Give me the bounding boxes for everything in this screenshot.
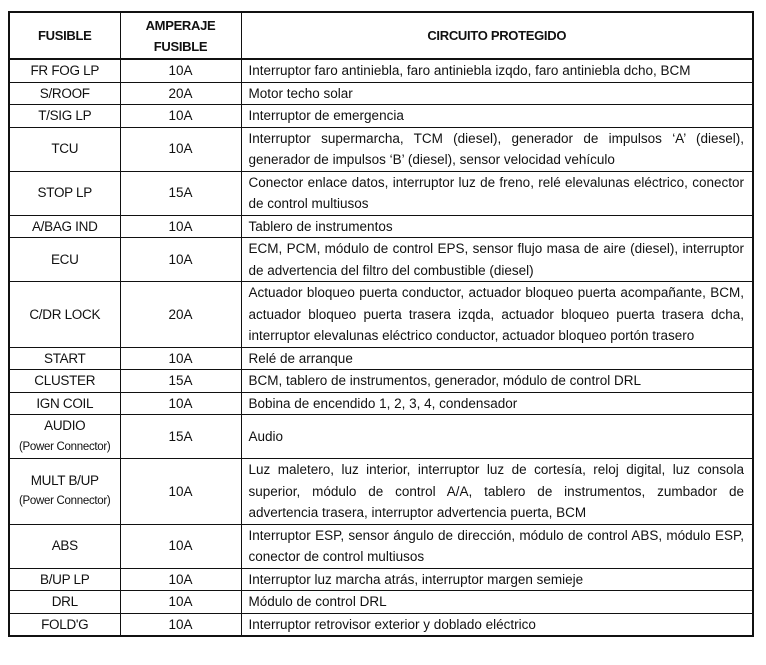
circuit-cell: Interruptor ESP, sensor ángulo de dirección, módulo de control ABS, módulo ESP, conector de control multiusos [241, 524, 753, 568]
table-row [9, 82, 753, 105]
header-amperage-line1: AMPERAJE [145, 17, 216, 33]
table-row [9, 238, 753, 282]
table-row [9, 215, 753, 238]
table-row [9, 459, 753, 525]
circuit-cell: Interruptor faro antiniebla, faro antiniebla izqdo, faro antiniebla dcho, BCM [241, 59, 753, 82]
circuit-cell: Interruptor luz marcha atrás, interruptor margen semieje [241, 568, 753, 591]
circuit-cell: Tablero de instrumentos [241, 215, 753, 238]
table-row [9, 370, 753, 393]
circuit-cell: Interruptor retrovisor exterior y doblado eléctrico [241, 613, 753, 636]
amperage-cell: 10A [120, 392, 241, 415]
table-row [9, 392, 753, 415]
fuse-name: C/DR LOCK [29, 306, 101, 322]
table-row [9, 524, 753, 568]
table-row [9, 613, 753, 636]
fuse-cell [9, 370, 120, 393]
fuse-name: AUDIO [44, 418, 86, 433]
header-amperage-line2: FUSIBLE [153, 38, 208, 54]
fuse-name: DRL [51, 594, 78, 609]
table-body [9, 59, 753, 636]
circuit-cell: Conector enlace datos, interruptor luz de freno, relé elevalunas eléctrico, conector de control multiusos [241, 171, 753, 215]
amperage-cell: 10A [120, 459, 241, 525]
table-row [9, 282, 753, 348]
amperage-cell: 10A [120, 238, 241, 282]
fuse-name: FOLD'G [41, 616, 89, 632]
fuse-cell [9, 82, 120, 105]
fuse-subtitle: (Power Connector) [19, 440, 111, 453]
table-row [9, 127, 753, 171]
fuse-name: STOP LP [37, 185, 92, 201]
table-row [9, 568, 753, 591]
fuse-cell [9, 392, 120, 415]
fuse-cell [9, 568, 120, 591]
fuse-cell [9, 613, 120, 636]
fuse-cell [9, 415, 120, 459]
fuse-cell [9, 282, 120, 348]
fuse-name: TCU [51, 141, 79, 157]
fuse-cell [9, 459, 120, 525]
fuse-name: START [43, 350, 86, 366]
amperage-cell: 10A [120, 127, 241, 171]
fuse-name: T/SIG LP [38, 108, 92, 123]
amperage-cell: 10A [120, 613, 241, 636]
fuse-cell [9, 59, 120, 82]
fuse-subtitle: (Power Connector) [19, 495, 111, 508]
amperage-cell: 20A [120, 82, 241, 105]
table-header-row [9, 12, 753, 59]
circuit-cell: BCM, tablero de instrumentos, generador, módulo de control DRL [241, 370, 753, 393]
amperage-cell: 15A [120, 415, 241, 459]
table-row [9, 415, 753, 459]
amperage-cell: 15A [120, 370, 241, 393]
circuit-cell: Módulo de control DRL [241, 591, 753, 614]
fuse-table [8, 11, 754, 637]
amperage-cell: 10A [120, 591, 241, 614]
fuse-name: MULT B/UP [30, 472, 99, 488]
circuit-cell: Luz maletero, luz interior, interruptor luz de cortesía, reloj digital, luz consola superior, módulo de control A/A, tablero de instrumentos, zumbador de advertencia trasera, interruptor advertencia puerta, BCM [241, 459, 753, 525]
amperage-cell: 10A [120, 568, 241, 591]
fuse-name: S/ROOF [39, 85, 90, 101]
amperage-cell: 10A [120, 59, 241, 82]
fuse-cell [9, 215, 120, 238]
circuit-cell: Interruptor supermarcha, TCM (diesel), generador de impulsos ‘A’ (diesel), generador de impulsos ‘B’ (diesel), sensor velocidad vehículo [241, 127, 753, 171]
fuse-cell [9, 347, 120, 370]
table-row [9, 347, 753, 370]
circuit-cell: Audio [241, 415, 753, 459]
circuit-cell: Relé de arranque [241, 347, 753, 370]
header-circuit: CIRCUITO PROTEGIDO [241, 12, 753, 59]
fuse-name: FR FOG LP [30, 63, 100, 78]
fuse-name: ABS [51, 538, 78, 554]
amperage-cell: 10A [120, 347, 241, 370]
circuit-cell: Interruptor de emergencia [241, 105, 753, 128]
table-row [9, 171, 753, 215]
amperage-cell: 20A [120, 282, 241, 348]
fuse-cell [9, 238, 120, 282]
fuse-name: A/BAG IND [31, 218, 98, 234]
fuse-cell [9, 127, 120, 171]
circuit-cell: ECM, PCM, módulo de control EPS, sensor flujo masa de aire (diesel), interruptor de advertencia del filtro del combustible (diesel) [241, 238, 753, 282]
amperage-cell: 10A [120, 215, 241, 238]
table-row [9, 105, 753, 128]
table-row [9, 591, 753, 614]
fuse-name: CLUSTER [34, 373, 96, 388]
fuse-cell [9, 524, 120, 568]
circuit-cell: Bobina de encendido 1, 2, 3, 4, condensador [241, 392, 753, 415]
fuse-cell [9, 105, 120, 128]
amperage-cell: 15A [120, 171, 241, 215]
fuse-cell [9, 591, 120, 614]
fuse-name: IGN COIL [36, 395, 94, 411]
amperage-cell: 10A [120, 105, 241, 128]
table-row [9, 59, 753, 82]
circuit-cell: Actuador bloqueo puerta conductor, actuador bloqueo puerta acompañante, BCM, actuador bloqueo puerta trasera izqda, actuador bloqueo puerta trasera dcha, interruptor elevalunas eléctrico conductor, actuador bloqueo portón trasero [241, 282, 753, 348]
fuse-cell [9, 171, 120, 215]
header-amperage [120, 12, 241, 59]
fuse-name: ECU [50, 251, 79, 267]
amperage-cell: 10A [120, 524, 241, 568]
fuse-name: B/UP LP [40, 571, 90, 587]
circuit-cell: Motor techo solar [241, 82, 753, 105]
header-fuse: FUSIBLE [9, 12, 120, 59]
